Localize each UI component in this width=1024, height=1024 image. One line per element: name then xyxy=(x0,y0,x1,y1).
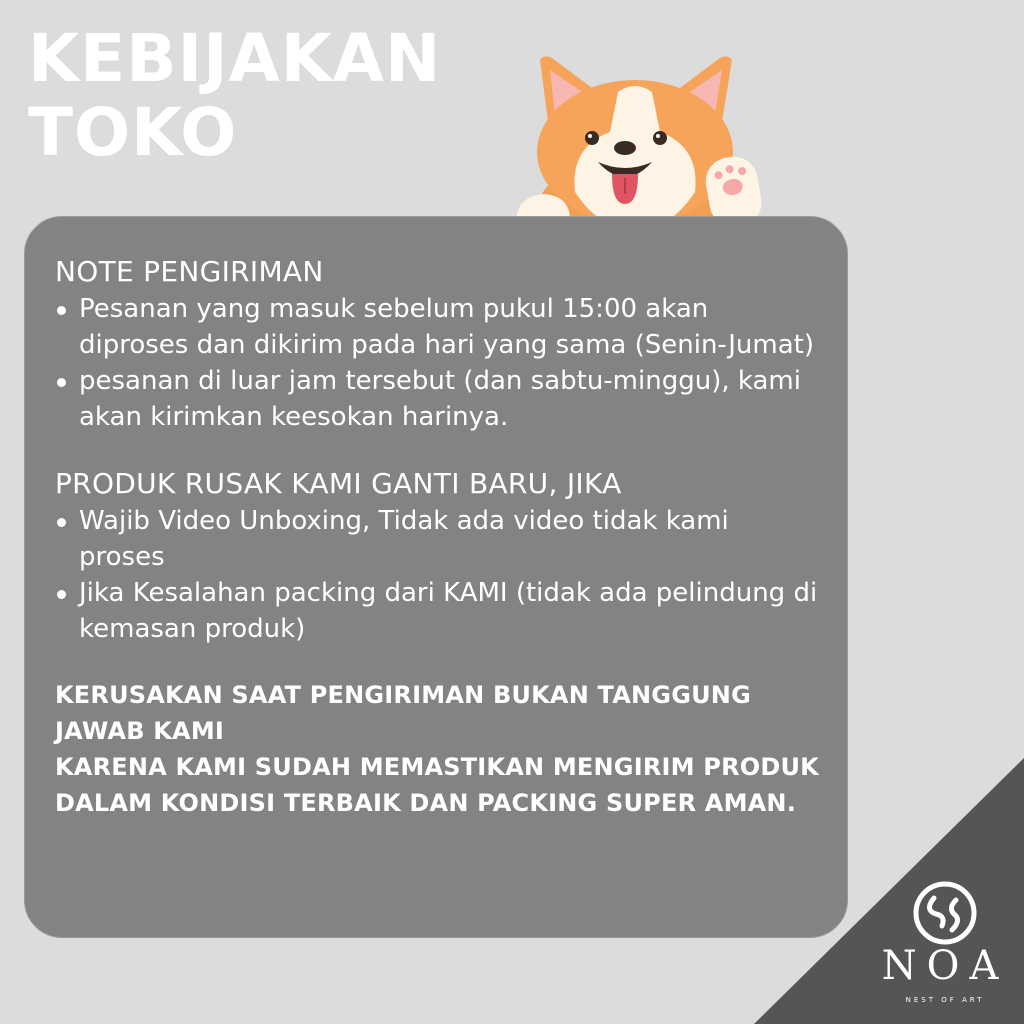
shipping-note-heading: NOTE PENGIRIMAN xyxy=(55,255,324,288)
replacement-heading: PRODUK RUSAK KAMI GANTI BARU, JIKA xyxy=(55,467,622,500)
disclaimer xyxy=(55,677,819,821)
disclaimer-line-2: KARENA KAMI SUDAH MEMASTIKAN MENGIRIM PRODUK DALAM KONDISI TERBAIK DAN PACKING SUPER AMAN. xyxy=(55,753,819,817)
page-title xyxy=(28,22,441,170)
replacement-item: Jika Kesalahan packing dari KAMI (tidak ada pelindung di kemasan produk) xyxy=(55,575,819,647)
page-title-line-2: TOKO xyxy=(28,94,238,171)
shipping-note-list xyxy=(55,291,819,435)
page-title-line-1: KEBIJAKAN xyxy=(28,20,442,97)
replacement-list xyxy=(55,503,819,647)
shipping-note-item: Pesanan yang masuk sebelum pukul 15:00 akan diproses dan dikirim pada hari yang sama (Senin-Jumat) xyxy=(55,291,819,363)
disclaimer-line-1: KERUSAKAN SAAT PENGIRIMAN BUKAN TANGGUNG JAWAB KAMI xyxy=(55,681,751,745)
brand-name: NOA xyxy=(881,943,1009,989)
replacement-item: Wajib Video Unboxing, Tidak ada video tidak kami proses xyxy=(55,503,819,575)
brand-logo-icon xyxy=(912,880,978,946)
brand-tagline: NEST OF ART xyxy=(905,996,985,1004)
shipping-note-item: pesanan di luar jam tersebut (dan sabtu-minggu), kami akan kirimkan keesokan harinya. xyxy=(55,363,819,435)
policy-card xyxy=(24,216,848,938)
corgi-waving-illustration xyxy=(500,52,770,232)
